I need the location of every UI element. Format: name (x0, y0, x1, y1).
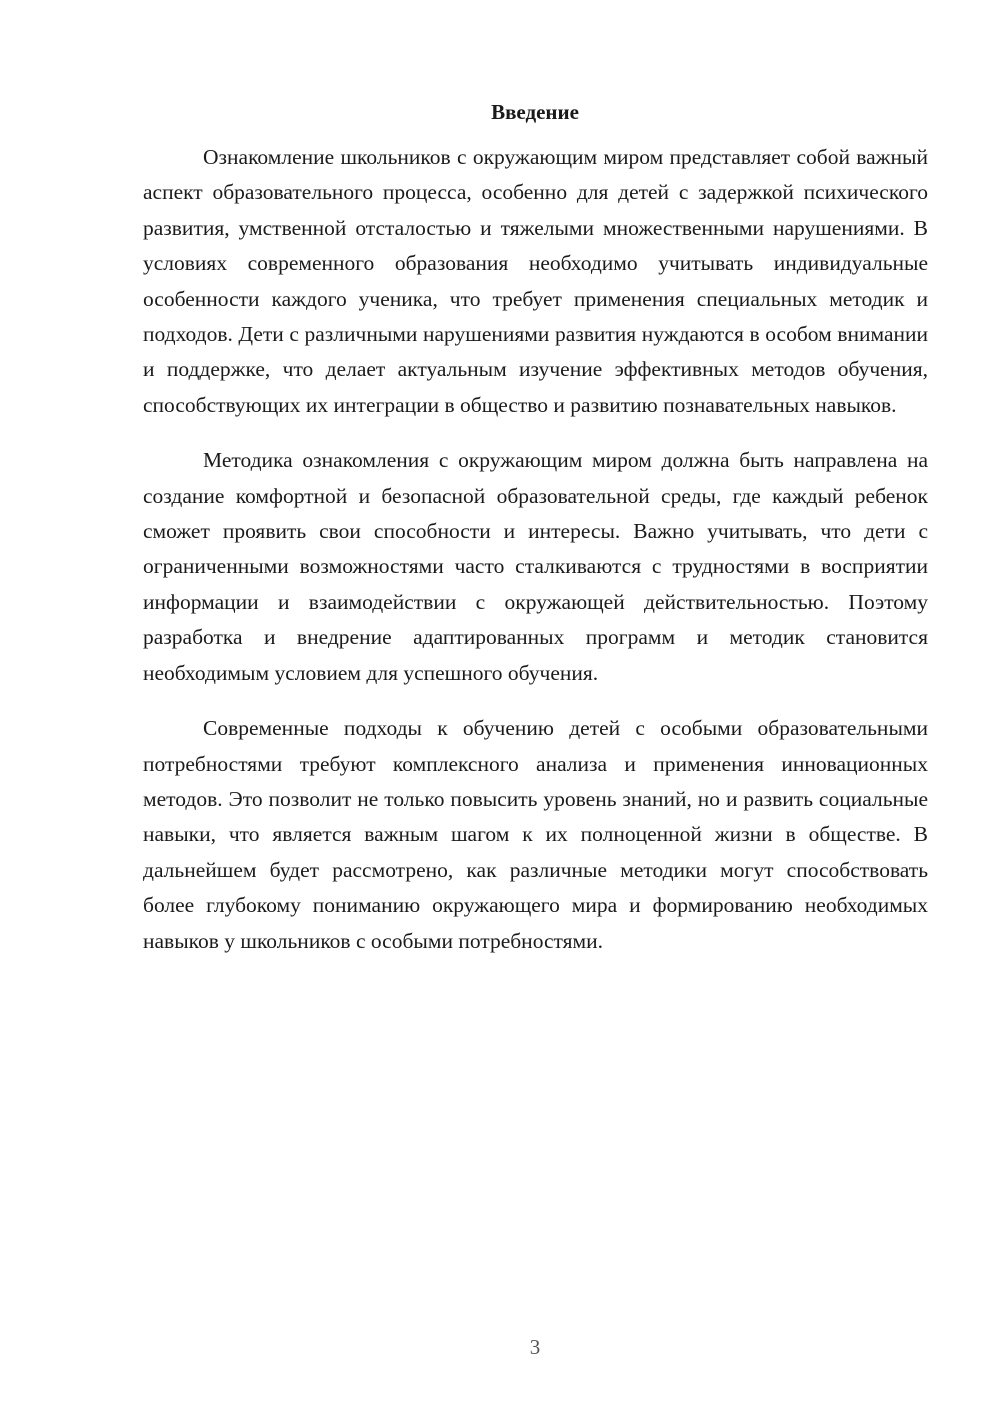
page-number: 3 (529, 1335, 541, 1359)
paragraph-2: Методика ознакомления с окружающим миром должна быть направлена на создание комфортной и безопасной образовательной среды, где каждый ребенок сможет проявить свои способности и интересы. Важно учитывать, что дети с ограниченными возможностями часто сталкиваются с трудностями в восприятии информации и взаимодействии с окружающей действительностью. Поэтому разработка и внедрение адаптированных программ и методик становится необходимым условием для успешного обучения. (143, 448, 928, 685)
paragraph-1: Ознакомление школьников с окружающим миром представляет собой важный аспект образовательного процесса, особенно для детей с задержкой психического развития, умственной отсталостью и тяжелыми множественными нарушениями. В условиях современного образования необходимо учитывать индивидуальные особенности каждого ученика, что требует применения специальных методик и подходов. Дети с различными нарушениями развития нуждаются в особом внимании и поддержке, что делает актуальным изучение эффективных методов обучения, способствующих их интеграции в общество и развитию познавательных навыков. (143, 145, 928, 417)
document-body (143, 140, 928, 959)
section-title: Введение (491, 100, 579, 124)
paragraph-3: Современные подходы к обучению детей с особыми образовательными потребностями требуют комплексного анализа и применения инновационных методов. Это позволит не только повысить уровень знаний, но и развить социальные навыки, что является важным шагом к их полноценной жизни в обществе. В дальнейшем будет рассмотрено, как различные методики могут способствовать более глубокому пониманию окружающего мира и формированию необходимых навыков у школьников с особыми потребностями. (143, 716, 928, 953)
